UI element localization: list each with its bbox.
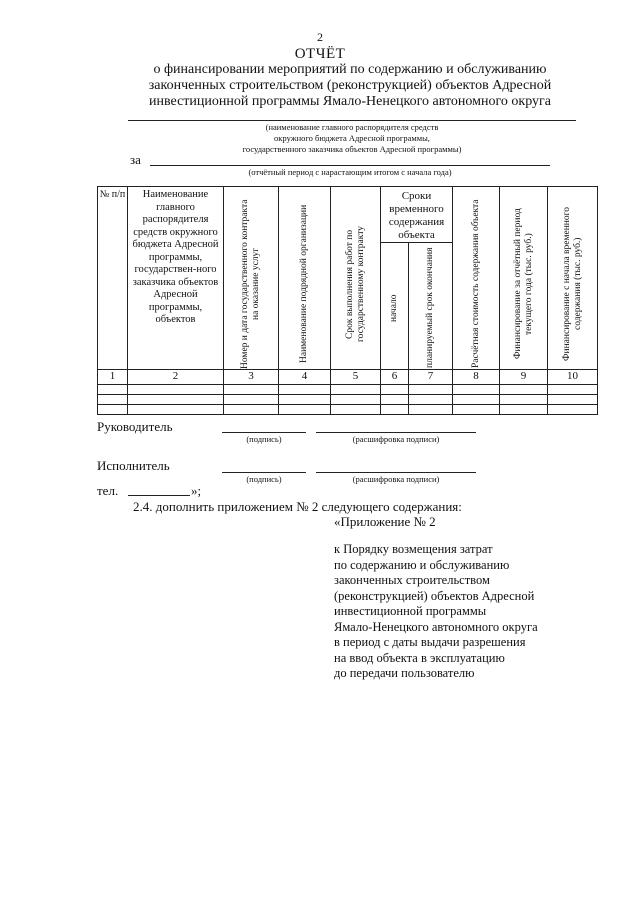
header-no: № п/п [98,187,128,370]
table-row [98,405,598,415]
head-decode-caption: (расшифровка подписи) [352,434,440,444]
col-number: 3 [224,370,279,385]
period-fill-line [150,165,550,166]
caption-line: окружного бюджета Адресной программы, [274,133,430,143]
appendix-line: по содержанию и обслуживанию [334,557,510,572]
col-number: 6 [381,370,409,385]
report-table [97,186,598,415]
executor-label: Исполнитель [97,458,170,473]
report-title: ОТЧЁТ [294,46,346,62]
subtitle-line: инвестиционной программы Ямало-Ненецкого автономного округа [149,94,551,109]
executor-decode-line [316,472,476,473]
subtitle-line: законченных строительством (реконструкцией) объектов Адресной [148,78,552,93]
page-number: 2 [317,30,323,44]
appendix-line: (реконструкцией) объектов Адресной [334,588,535,603]
executor-sign-caption: (подпись) [246,474,282,484]
col-number: 5 [331,370,381,385]
executor-decode-caption: (расшифровка подписи) [352,474,440,484]
col-number: 2 [128,370,224,385]
col-number: 10 [548,370,598,385]
col-number: 8 [453,370,500,385]
report-subtitle [100,62,600,110]
appendix-line: к Порядку возмещения затрат [334,542,493,556]
header-start: начало [381,243,409,370]
appendix-line: Ямало-Ненецкого автономного округа [334,619,538,634]
appendix-line: в период с даты выдачи разрешения [334,635,526,649]
appendix-title: «Приложение № 2 [334,514,436,529]
period-label: за [130,152,141,167]
header-fin-period: Финансирование за отчётный период текущего года (тыс. руб.) [500,187,548,370]
phone-fill-line [128,495,190,496]
period-caption: (отчётный период с нарастающим итогом с начала года) [248,167,452,177]
header-fin-total: Финансирование с начала временного содержания (тыс. руб.) [548,187,598,370]
head-decode-line [316,432,476,433]
distributor-fill-line [128,120,576,121]
caption-line: (наименование главного распорядителя средств [265,122,439,132]
executor-sign-line [222,472,306,473]
appendix-line: на ввод объекта в эксплуатацию [334,650,505,665]
col-number: 7 [409,370,453,385]
col-number: 1 [98,370,128,385]
caption-line: государственного заказчика объектов Адресной программы) [242,144,462,154]
header-end: планируемый срок окончания [409,243,453,370]
header-term: Срок выполнения работ по государственному контракту [331,187,381,370]
subtitle-line: о финансировании мероприятий по содержанию и обслуживанию [153,62,547,77]
column-number-row [98,370,598,385]
header-maintenance-period: Сроки временного содержания объекта [381,187,453,243]
header-cost: Расчётная стоимость содержания объекта [453,187,500,370]
table-row [98,395,598,405]
distributor-caption [128,122,576,155]
phone-tail: »; [191,483,202,498]
head-label: Руководитель [97,419,173,434]
col-number: 4 [279,370,331,385]
header-contract: Номер и дата государственного контракта на оказание услуг [224,187,279,370]
header-name: Наименование главного распорядителя средств окружного бюджета Адресной программы, государствен-ного заказчика объектов Адресной программы, объектов [128,187,224,370]
header-contractor: Наименование подрядной организации [279,187,331,370]
table-row [98,385,598,395]
appendix-line: законченных строительством [334,573,490,587]
head-sign-caption: (подпись) [246,434,282,444]
col-number: 9 [500,370,548,385]
appendix-block [334,542,538,682]
clause-text: 2.4. дополнить приложением № 2 следующего содержания: [133,499,462,514]
phone-label: тел. [97,483,119,498]
head-sign-line [222,432,306,433]
appendix-line: инвестиционной программы [334,604,487,618]
appendix-line: до передачи пользователю [334,666,475,680]
